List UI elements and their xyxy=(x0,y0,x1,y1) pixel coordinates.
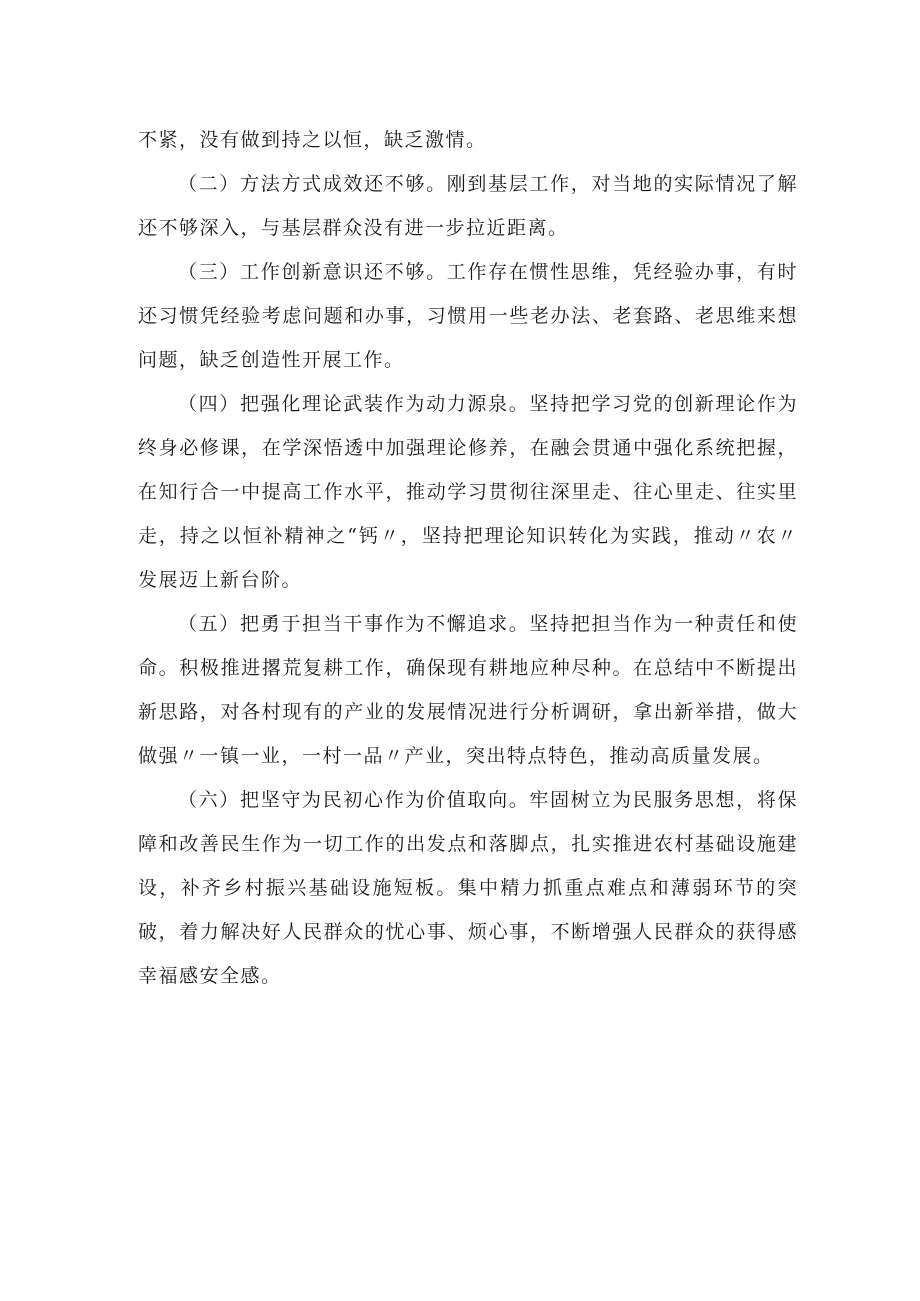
paragraph-section-3: （三）工作创新意识还不够。工作存在惯性思维，凭经验办事，有时还习惯凭经验考虑问题和办事，习惯用一些老办法、老套路、老思维来想问题，缺乏创造性开展工作。 xyxy=(138,261,798,371)
document-body xyxy=(138,118,798,998)
paragraph-section-4: （四）把强化理论武装作为动力源泉。坚持把学习党的创新理论作为终身必修课，在学深悟透中加强理论修养，在融会贯通中强化系统把握，在知行合一中提高工作水平，推动学习贯彻往深里走、往心里走、往实里走，持之以恒补精神之“钙〃，坚持把理论知识转化为实践，推动〃农〃发展迈上新台阶。 xyxy=(138,393,798,591)
paragraph-section-5: （五）把勇于担当干事作为不懈追求。坚持把担当作为一种责任和使命。积极推进撂荒复耕工作，确保现有耕地应种尽种。在总结中不断提出新思路，对各村现有的产业的发展情况进行分析调研，拿出新举措，做大做强〃一镇一业，一村一品〃产业，突出特点特色，推动高质量发展。 xyxy=(138,613,798,767)
paragraph-section-2: （二）方法方式成效还不够。刚到基层工作，对当地的实际情况了解还不够深入，与基层群众没有进一步拉近距离。 xyxy=(138,173,798,239)
paragraph-continuation: 不紧，没有做到持之以恒，缺乏激情。 xyxy=(138,129,487,151)
paragraph-section-6: （六）把坚守为民初心作为价值取向。牢固树立为民服务思想，将保障和改善民生作为一切工作的出发点和落脚点，扎实推进农村基础设施建设，补齐乡村振兴基础设施短板。集中精力抓重点难点和薄弱环节的突破，着力解决好人民群众的忧心事、烦心事，不断增强人民群众的获得感幸福感安全感。 xyxy=(138,789,798,987)
